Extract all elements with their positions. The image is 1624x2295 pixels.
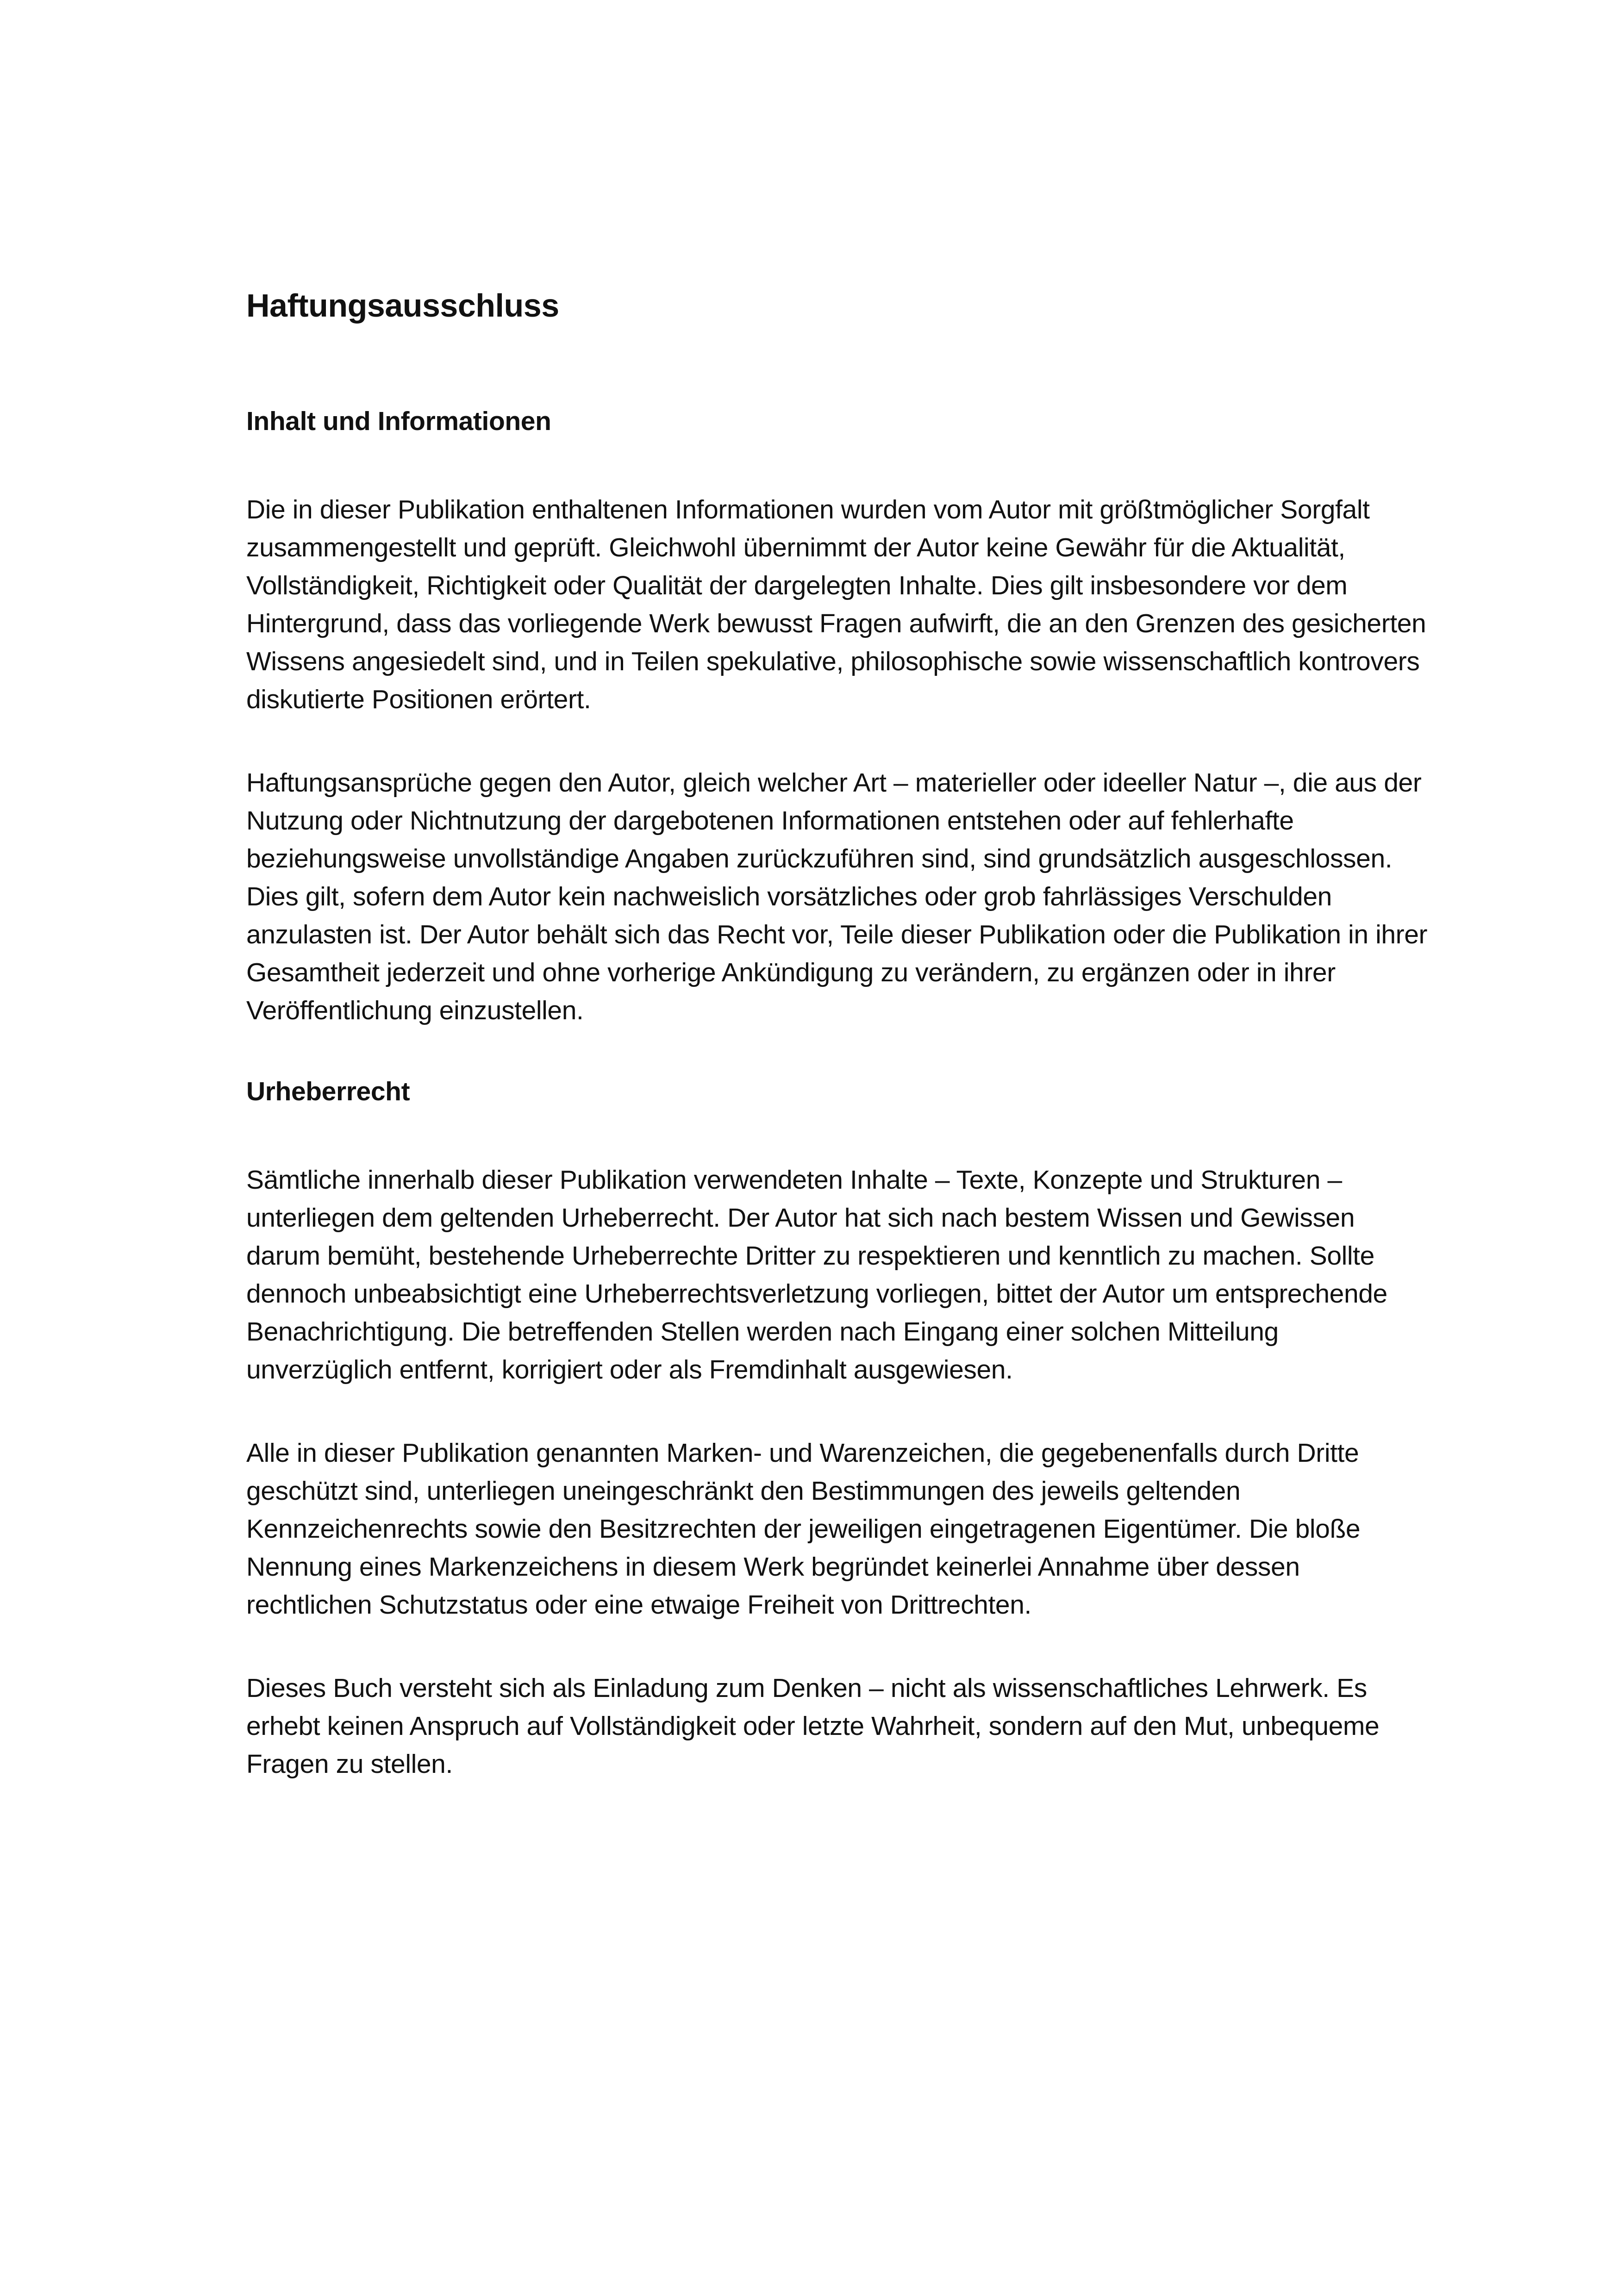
paragraph: Alle in dieser Publikation genannten Marken- und Warenzeichen, die gegebenenfalls durch Dritte geschützt sind, unterliegen uneingeschränkt den Bestimmungen des jeweils geltenden Kennzeichenrechts sowie den Besitzrechten der jeweiligen eingetragenen Eigentümer. Die bloße Nennung eines Markenzeichens in diesem Werk begründet keinerlei Annahme über dessen rechtlichen Schutzstatus oder eine etwaige Freiheit von Drittrechten. xyxy=(246,1438,1361,1620)
paragraph: Sämtliche innerhalb dieser Publikation verwendeten Inhalte – Texte, Konzepte und Strukturen – unterliegen dem geltenden Urheberrecht. Der Autor hat sich nach bestem Wissen und Gewissen darum bemüht, bestehende Urheberrechte Dritter zu respektieren und kenntlich zu machen. Sollte dennoch unbeabsichtigt eine Urheberrechtsverletzung vorliegen, bittet der Autor um entsprechende Benachrichtigung. Die betreffenden Stellen werden nach Eingang einer solchen Mitteilung unverzüglich entfernt, korrigiert oder als Fremdinhalt ausgewiesen. xyxy=(246,1165,1387,1384)
page-title: Haftungsausschluss xyxy=(246,287,559,324)
paragraph: Dieses Buch versteht sich als Einladung zum Denken – nicht als wissenschaftliches Lehrwerk. Es erhebt keinen Anspruch auf Vollständigkeit oder letzte Wahrheit, sondern auf den Mut, unbequeme Fragen zu stellen. xyxy=(246,1673,1380,1779)
document-body xyxy=(246,278,1431,1783)
paragraph: Haftungsansprüche gegen den Autor, gleich welcher Art – materieller oder ideeller Natur –, die aus der Nutzung oder Nichtnutzung der dargebotenen Informationen entstehen oder auf fehlerhafte beziehungsweise unvollständige Angaben zurückzuführen sind, sind grundsätzlich ausgeschlossen. Dies gilt, sofern dem Autor kein nachweislich vorsätzliches oder grob fahrlässiges Verschulden anzulasten ist. Der Autor behält sich das Recht vor, Teile dieser Publikation oder die Publikation in ihrer Gesamtheit jederzeit und ohne vorherige Ankündigung zu verändern, zu ergänzen oder in ihrer Veröffentlichung einzustellen. xyxy=(246,768,1428,1025)
section-inhalt-und-informationen xyxy=(246,398,1431,1029)
section-urheberrecht xyxy=(246,1068,1431,1783)
section-heading: Inhalt und Informationen xyxy=(246,406,551,436)
paragraph: Die in dieser Publikation enthaltenen Informationen wurden vom Autor mit größtmöglicher Sorgfalt zusammengestellt und geprüft. Gleichwohl übernimmt der Autor keine Gewähr für die Aktualität, Vollständigkeit, Richtigkeit oder Qualität der dargelegten Inhalte. Dies gilt insbesondere vor dem Hintergrund, dass das vorliegende Werk bewusst Fragen aufwirft, die an den Grenzen des gesicherten Wissens angesiedelt sind, und in Teilen spekulative, philosophische sowie wissenschaftlich kontrovers diskutierte Positionen erörtert. xyxy=(246,495,1426,714)
section-heading: Urheberrecht xyxy=(246,1077,410,1106)
